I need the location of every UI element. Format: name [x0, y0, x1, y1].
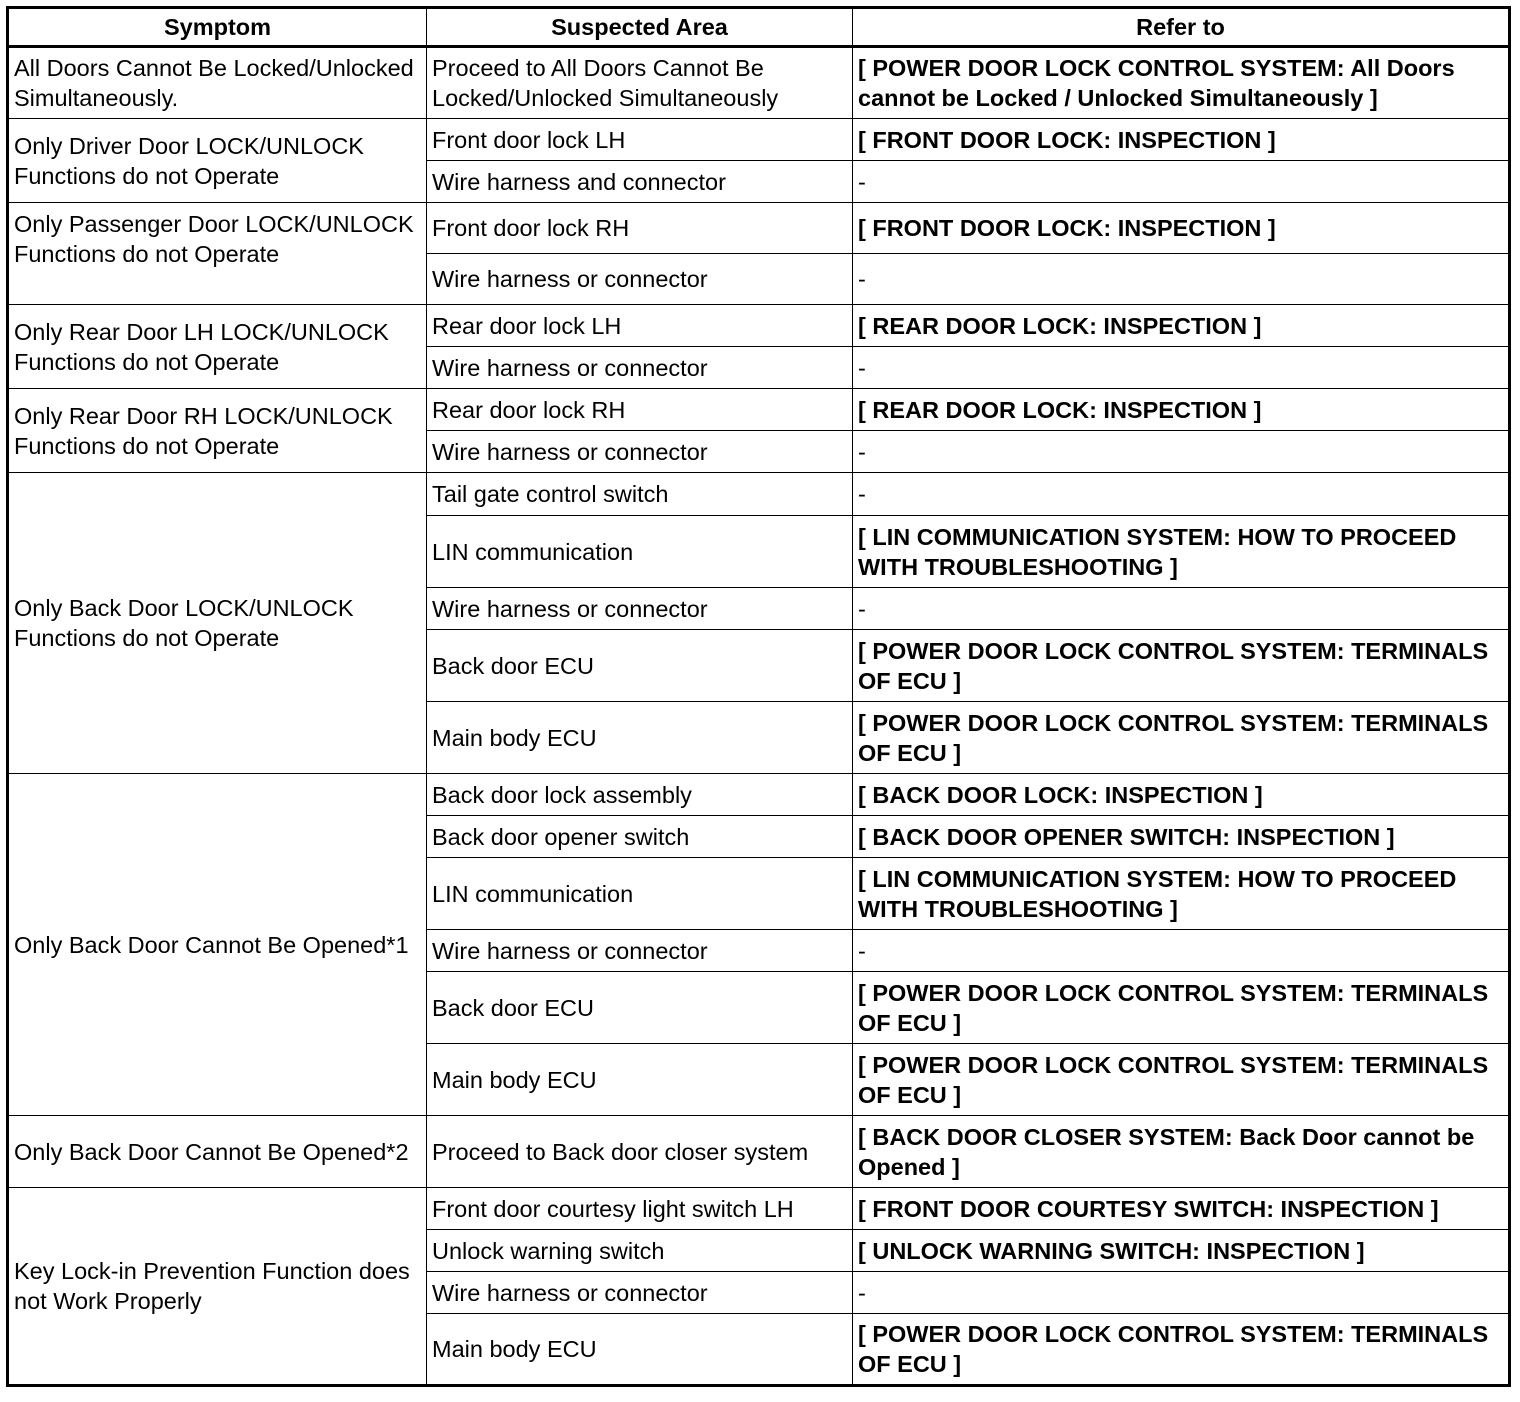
header-row	[8, 8, 1510, 47]
refer-to-cell: [ POWER DOOR LOCK CONTROL SYSTEM: TERMINALS OF ECU ]	[853, 630, 1510, 702]
refer-to-cell: [ BACK DOOR LOCK: INSPECTION ]	[853, 774, 1510, 816]
suspected-area-cell: Main body ECU	[427, 702, 853, 774]
symptom-cell: Only Back Door LOCK/UNLOCK Functions do not Operate	[8, 473, 427, 774]
symptom-cell: Key Lock-in Prevention Function does not Work Properly	[8, 1188, 427, 1386]
suspected-area-cell: Front door lock LH	[427, 119, 853, 161]
symptom-cell: Only Rear Door LH LOCK/UNLOCK Functions do not Operate	[8, 305, 427, 389]
table-row	[8, 389, 1510, 431]
suspected-area-cell: LIN communication	[427, 858, 853, 930]
suspected-area-cell: Rear door lock LH	[427, 305, 853, 347]
refer-to-cell: [ FRONT DOOR LOCK: INSPECTION ]	[853, 119, 1510, 161]
table-row	[8, 47, 1510, 119]
refer-to-cell: -	[853, 930, 1510, 972]
table-row	[8, 203, 1510, 254]
refer-to-cell: [ POWER DOOR LOCK CONTROL SYSTEM: TERMINALS OF ECU ]	[853, 1044, 1510, 1116]
symptom-cell: Only Rear Door RH LOCK/UNLOCK Functions do not Operate	[8, 389, 427, 473]
suspected-area-cell: Wire harness or connector	[427, 431, 853, 473]
suspected-area-cell: Wire harness or connector	[427, 254, 853, 305]
refer-to-cell: -	[853, 431, 1510, 473]
suspected-area-cell: Front door courtesy light switch LH	[427, 1188, 853, 1230]
refer-to-cell: -	[853, 254, 1510, 305]
suspected-area-cell: Wire harness or connector	[427, 588, 853, 630]
suspected-area-cell: Wire harness and connector	[427, 161, 853, 203]
suspected-area-cell: LIN communication	[427, 516, 853, 588]
symptom-cell: Only Passenger Door LOCK/UNLOCK Functions do not Operate	[8, 203, 427, 305]
refer-to-cell: -	[853, 347, 1510, 389]
suspected-area-cell: Front door lock RH	[427, 203, 853, 254]
symptom-cell: All Doors Cannot Be Locked/Unlocked Simultaneously.	[8, 47, 427, 119]
symptom-cell: Only Back Door Cannot Be Opened*2	[8, 1116, 427, 1188]
table-row	[8, 473, 1510, 516]
table-row	[8, 305, 1510, 347]
suspected-area-cell: Wire harness or connector	[427, 930, 853, 972]
troubleshooting-table	[6, 6, 1511, 1387]
suspected-area-cell: Unlock warning switch	[427, 1230, 853, 1272]
table-row	[8, 1116, 1510, 1188]
refer-to-cell: [ FRONT DOOR COURTESY SWITCH: INSPECTION ]	[853, 1188, 1510, 1230]
refer-to-cell: [ POWER DOOR LOCK CONTROL SYSTEM: TERMINALS OF ECU ]	[853, 972, 1510, 1044]
symptom-cell: Only Back Door Cannot Be Opened*1	[8, 774, 427, 1116]
suspected-area-cell: Wire harness or connector	[427, 1272, 853, 1314]
refer-to-cell: [ LIN COMMUNICATION SYSTEM: HOW TO PROCEED WITH TROUBLESHOOTING ]	[853, 516, 1510, 588]
table-row	[8, 1188, 1510, 1230]
header-suspected-area: Suspected Area	[427, 8, 853, 47]
suspected-area-cell: Proceed to Back door closer system	[427, 1116, 853, 1188]
refer-to-cell: -	[853, 588, 1510, 630]
refer-to-cell: [ LIN COMMUNICATION SYSTEM: HOW TO PROCEED WITH TROUBLESHOOTING ]	[853, 858, 1510, 930]
suspected-area-cell: Tail gate control switch	[427, 473, 853, 516]
table-row	[8, 119, 1510, 161]
suspected-area-cell: Back door opener switch	[427, 816, 853, 858]
suspected-area-cell: Rear door lock RH	[427, 389, 853, 431]
suspected-area-cell: Main body ECU	[427, 1044, 853, 1116]
suspected-area-cell: Wire harness or connector	[427, 347, 853, 389]
refer-to-cell: [ BACK DOOR OPENER SWITCH: INSPECTION ]	[853, 816, 1510, 858]
refer-to-cell: [ REAR DOOR LOCK: INSPECTION ]	[853, 305, 1510, 347]
symptom-cell: Only Driver Door LOCK/UNLOCK Functions do not Operate	[8, 119, 427, 203]
refer-to-cell: [ POWER DOOR LOCK CONTROL SYSTEM: All Doors cannot be Locked / Unlocked Simultaneously ]	[853, 47, 1510, 119]
refer-to-cell: [ UNLOCK WARNING SWITCH: INSPECTION ]	[853, 1230, 1510, 1272]
suspected-area-cell: Main body ECU	[427, 1314, 853, 1386]
refer-to-cell: -	[853, 473, 1510, 516]
refer-to-cell: [ FRONT DOOR LOCK: INSPECTION ]	[853, 203, 1510, 254]
refer-to-cell: -	[853, 161, 1510, 203]
suspected-area-cell: Back door ECU	[427, 630, 853, 702]
refer-to-cell: [ REAR DOOR LOCK: INSPECTION ]	[853, 389, 1510, 431]
troubleshooting-table-container	[6, 6, 1511, 1387]
header-symptom: Symptom	[8, 8, 427, 47]
suspected-area-cell: Back door ECU	[427, 972, 853, 1044]
refer-to-cell: [ BACK DOOR CLOSER SYSTEM: Back Door cannot be Opened ]	[853, 1116, 1510, 1188]
refer-to-cell: -	[853, 1272, 1510, 1314]
suspected-area-cell: Proceed to All Doors Cannot Be Locked/Unlocked Simultaneously	[427, 47, 853, 119]
suspected-area-cell: Back door lock assembly	[427, 774, 853, 816]
refer-to-cell: [ POWER DOOR LOCK CONTROL SYSTEM: TERMINALS OF ECU ]	[853, 1314, 1510, 1386]
table-row	[8, 774, 1510, 816]
refer-to-cell: [ POWER DOOR LOCK CONTROL SYSTEM: TERMINALS OF ECU ]	[853, 702, 1510, 774]
header-refer-to: Refer to	[853, 8, 1510, 47]
